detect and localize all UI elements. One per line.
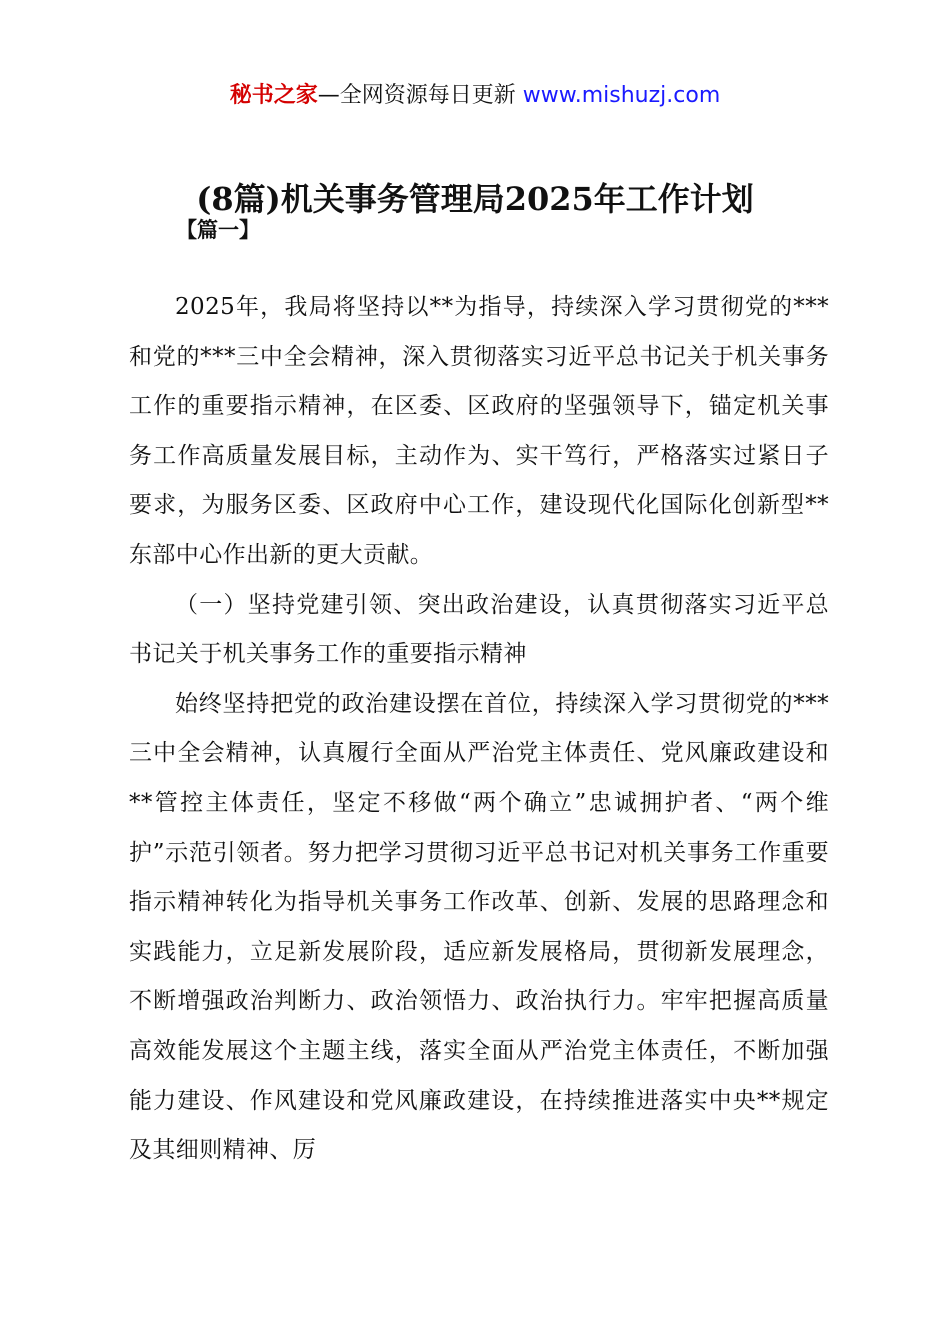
document-body bbox=[129, 283, 829, 1176]
section-label: 【篇一】 bbox=[176, 217, 260, 242]
site-tagline: —全网资源每日更新 bbox=[317, 83, 523, 108]
site-brand: 秘书之家 bbox=[229, 83, 318, 108]
paragraph-body-1: 始终坚持把党的政治建设摆在首位，持续深入学习贯彻党的***三中全会精神，认真履行全面从严治党主体责任、党风廉政建设和**管控主体责任，坚定不移做“两个确立”忠诚拥护者、“两个维护”示范引领者。努力把学习贯彻习近平总书记对机关事务工作重要指示精神转化为指导机关事务工作改革、创新、发展的思路理念和实践能力，立足新发展阶段，适应新发展格局，贯彻新发展理念，不断增强政治判断力、政治领悟力、政治执行力。牢牢把握高质量高效能发展这个主题主线，落实全面从严治党主体责任，不断加强能力建设、作风建设和党风廉政建设，在持续推进落实中央**规定及其细则精神、厉 bbox=[129, 690, 829, 1164]
paragraph-heading-1: （一）坚持党建引领、突出政治建设，认真贯彻落实习近平总书记关于机关事务工作的重要指示精神 bbox=[129, 591, 829, 668]
site-banner bbox=[0, 80, 950, 112]
site-url[interactable]: www.mishuzj.com bbox=[522, 83, 721, 108]
paragraph-intro: 2025年，我局将坚持以**为指导，持续深入学习贯彻党的***和党的***三中全会精神，深入贯彻落实习近平总书记关于机关事务工作的重要指示精神，在区委、区政府的坚强领导下，锚定机关事务工作高质量发展目标，主动作为、实干笃行，严格落实过紧日子要求，为服务区委、区政府中心工作，建设现代化国际化创新型**东部中心作出新的更大贡献。 bbox=[129, 294, 829, 568]
document-title: (8篇)机关事务管理局2025年工作计划 bbox=[196, 180, 754, 218]
